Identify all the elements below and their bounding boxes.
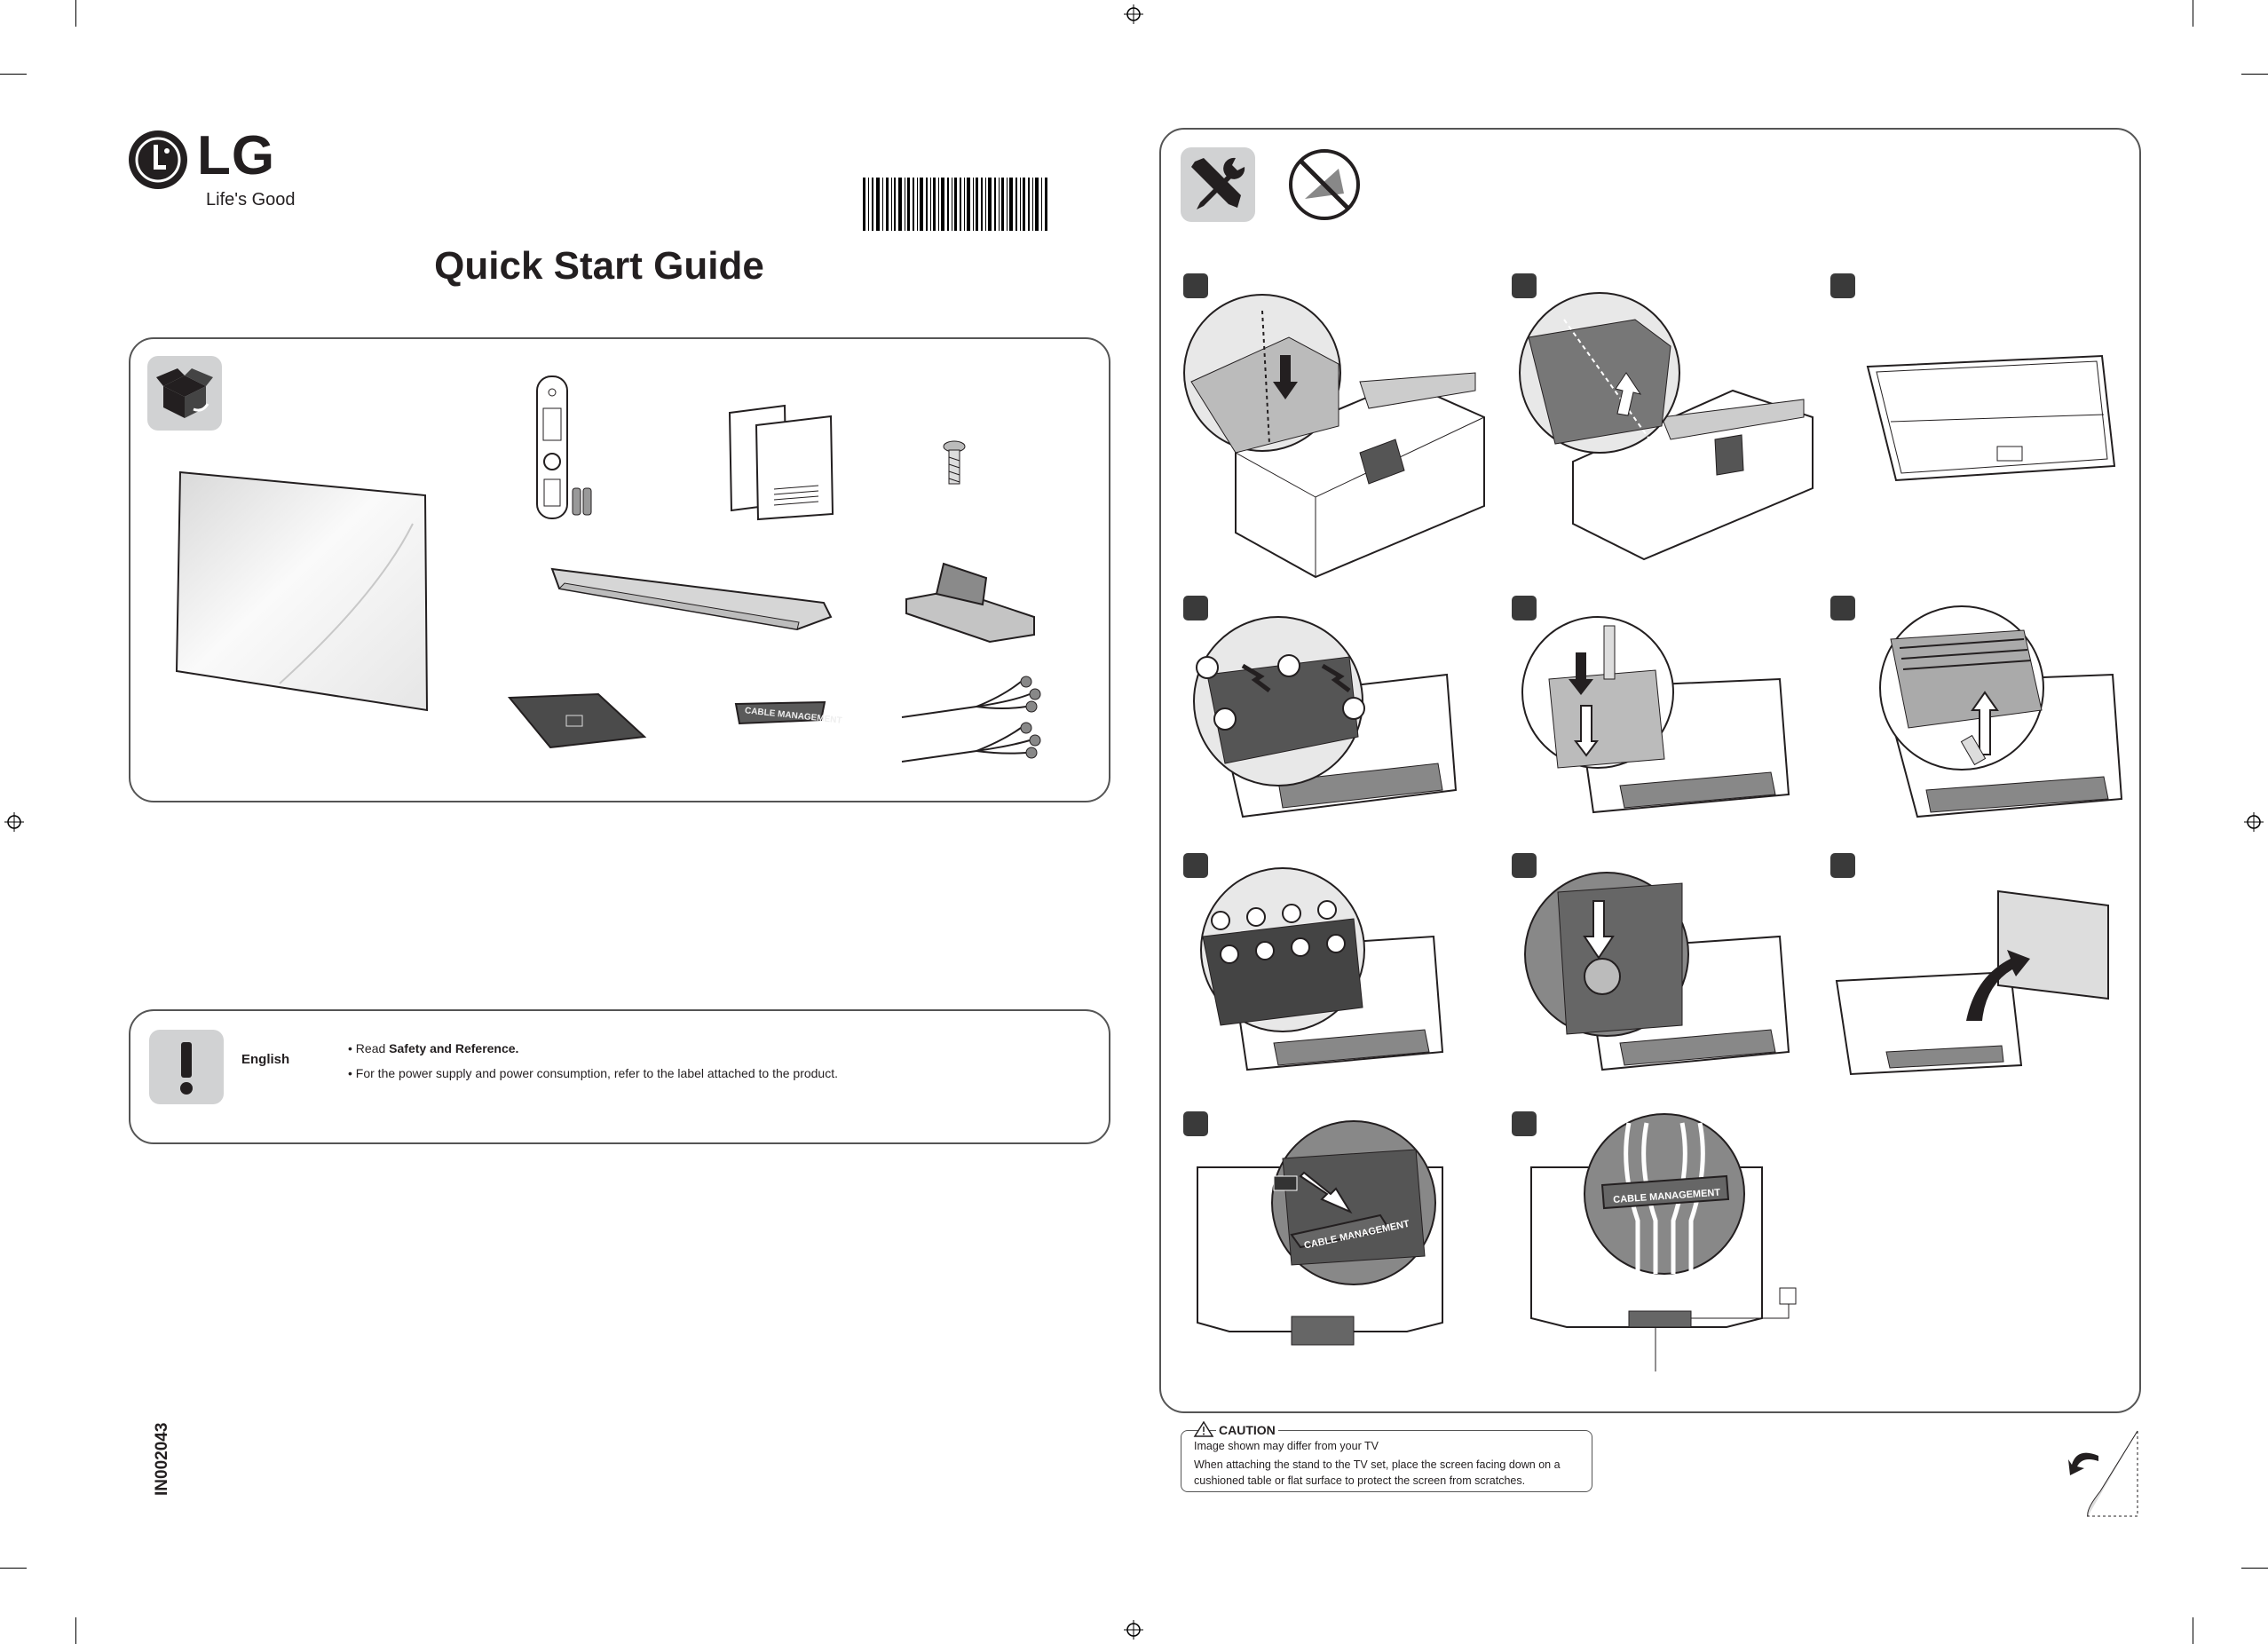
stand-body-illustration: [901, 555, 1043, 644]
crop-mark: [0, 1568, 27, 1569]
crop-mark: [75, 1617, 76, 1644]
caution-title: CAUTION: [1216, 1423, 1278, 1437]
barcode: [863, 178, 1049, 231]
registration-mark: [4, 812, 24, 832]
step-4-illustration: [1189, 604, 1465, 826]
crop-mark: [75, 0, 76, 27]
caution-triangle-icon: [1194, 1420, 1213, 1438]
page-turn-icon: [2068, 1429, 2139, 1518]
caution-line: When attaching the stand to the TV set, place the screen facing down on a: [1194, 1458, 1561, 1471]
step-10-illustration: [1194, 1123, 1469, 1354]
step-1-illustration: [1182, 284, 1493, 586]
registration-mark: [2244, 812, 2264, 832]
bullet-text: • Read: [348, 1041, 390, 1055]
crop-mark: [2241, 1568, 2268, 1569]
step-badge: [1830, 853, 1855, 878]
screw-illustration: [941, 439, 968, 488]
step-badge: [1830, 273, 1855, 298]
step-9-illustration: [1833, 888, 2117, 1083]
step-5-illustration: [1522, 608, 1798, 830]
bullet-bold-text: Safety and Reference.: [389, 1041, 519, 1055]
step-2-illustration: [1511, 284, 1822, 568]
page-title: Quick Start Guide: [434, 244, 764, 288]
open-box-icon: [147, 356, 222, 431]
registration-mark: [1124, 4, 1143, 24]
warning-icon-box: [149, 1030, 224, 1104]
exclamation-icon: [149, 1030, 224, 1104]
remote-control-illustration: [530, 373, 601, 524]
step-8-illustration: [1522, 865, 1798, 1087]
registration-mark: [1124, 1620, 1143, 1640]
crop-mark: [2241, 74, 2268, 75]
stand-base-illustration: [550, 564, 834, 635]
tv-panel-illustration: [173, 470, 431, 712]
box-contents-icon: [147, 356, 222, 431]
notice-bullet-2: [348, 1066, 838, 1080]
screwdriver-wrench-icon: [1181, 147, 1255, 222]
step-11-illustration: [1522, 1114, 1806, 1380]
caution-line: Image shown may differ from your TV: [1194, 1440, 1379, 1452]
cable-tag-text: CABLE MANAGEMENT: [744, 706, 843, 726]
cable-tag-text: CABLE MANAGEMENT: [1612, 1187, 1721, 1206]
lg-logo-icon: [127, 129, 189, 191]
manuals-illustration: [726, 404, 837, 519]
logo-tagline: Life's Good: [206, 190, 296, 209]
logo-wordmark: LG: [197, 125, 276, 186]
cable-management-clip-illustration: [732, 697, 843, 732]
language-label: English: [241, 1052, 290, 1067]
tools-icon: [1181, 147, 1255, 222]
stand-cover-illustration: [506, 692, 648, 750]
av-cables-illustration: [897, 675, 1047, 772]
no-scratch-icon: [1285, 146, 1363, 224]
document-number: IN002043: [153, 1422, 171, 1496]
step-7-illustration: [1194, 865, 1460, 1087]
step-3-illustration: [1864, 351, 2117, 484]
cable-tag-text: CABLE MANAGEMENT: [1303, 1218, 1411, 1252]
crop-mark: [0, 74, 27, 75]
notice-bullet-1: [348, 1041, 518, 1055]
step-6-illustration: [1846, 604, 2130, 834]
bullet-text: • For the power supply and power consumption, refer to the label attached to the product.: [348, 1066, 839, 1080]
caution-line: cushioned table or flat surface to protect the screen from scratches.: [1194, 1474, 1526, 1487]
